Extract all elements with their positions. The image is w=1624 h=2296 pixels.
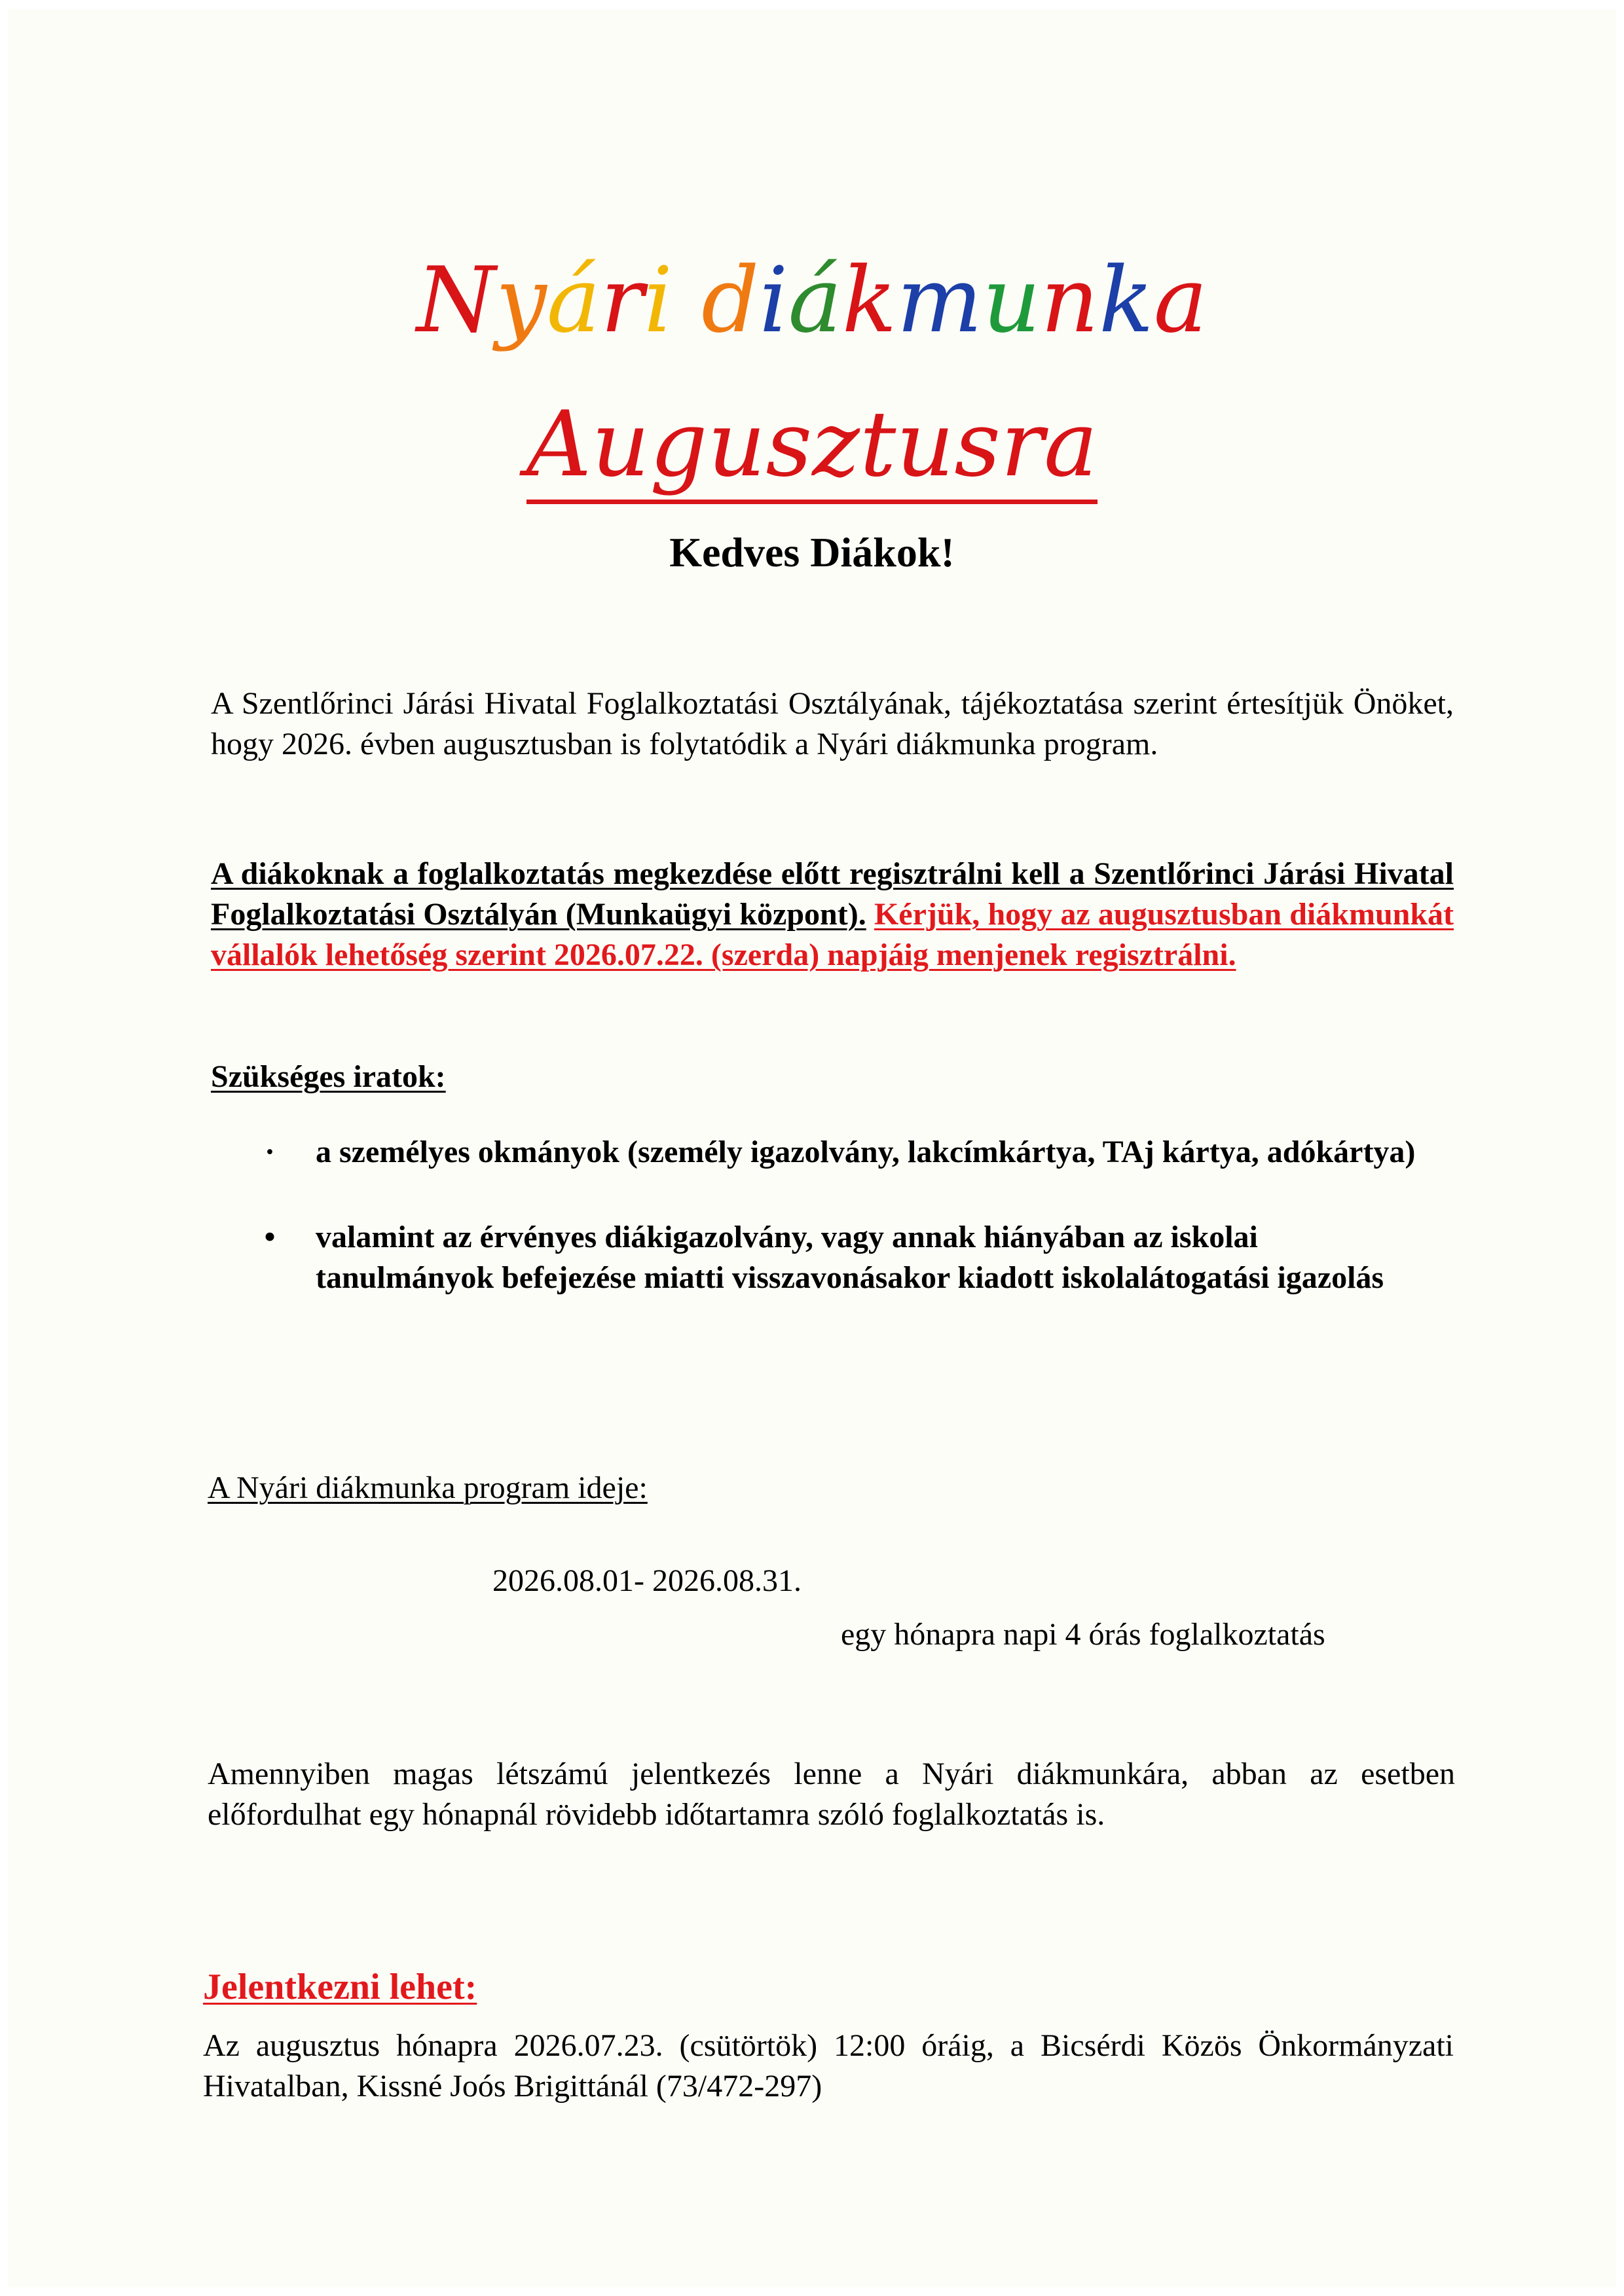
intro-paragraph: A Szentlőrinci Járási Hivatal Foglalkoztatási Osztályának, tájékoztatása szerint értesítjük Önöket, hogy 2026. évben augusztusban is folytatódik a Nyári diákmunka program. — [211, 686, 1454, 761]
title-letter: u — [982, 247, 1041, 353]
title-letter: k — [841, 247, 897, 353]
title-letter: d — [701, 247, 760, 353]
title-letter: k — [1099, 247, 1154, 353]
greeting: Kedves Diákok! — [669, 529, 955, 575]
apply-heading: Jelentkezni lehet: — [203, 1967, 477, 2007]
documents-heading: Szükséges iratok: — [211, 1059, 446, 1094]
title-augusztusra: Augusztusra — [526, 392, 1098, 504]
documents-list — [257, 1132, 1435, 1298]
note-paragraph: Amennyiben magas létszámú jelentkezés lenne a Nyári diákmunkára, abban az esetben előfordulhat egy hónapnál rövidebb időtartamra szóló foglalkoztatás is. — [208, 1757, 1455, 1832]
list-item — [257, 1132, 1435, 1173]
list-item-text: valamint az érvényes diákigazolvány, vagy annak hiányában az iskolai tanulmányok befejezése miatti visszavonásakor kiadott iskolalátogatási igazolás — [316, 1220, 1384, 1295]
title-line-2 — [8, 389, 1616, 500]
registration-paragraph — [211, 854, 1454, 975]
title-letter: r — [600, 247, 644, 353]
title-letter: m — [896, 247, 983, 353]
list-item — [257, 1217, 1435, 1298]
title-letter: a — [1153, 247, 1208, 353]
title-letter — [673, 247, 701, 353]
list-item-text: a személyes okmányok (személy igazolvány, lakcímkártya, TAj kártya, adókártya) — [316, 1135, 1416, 1169]
document-page — [8, 9, 1616, 2287]
program-dates: 2026.08.01- 2026.08.31. — [492, 1563, 802, 1598]
title-line-1 — [8, 245, 1616, 356]
title-letter: N — [416, 247, 496, 353]
title-letter: i — [759, 247, 788, 353]
title-letter: n — [1041, 247, 1099, 353]
title-letter: y — [495, 247, 547, 353]
apply-paragraph: Az augusztus hónapra 2026.07.23. (csütörtök) 12:00 óráig, a Bicsérdi Közös Önkormányzati Hivatalban, Kissné Joós Brigittánál (73/472-297) — [203, 2028, 1454, 2104]
program-heading: A Nyári diákmunka program ideje: — [208, 1470, 648, 1505]
title-letter: á — [788, 247, 842, 353]
title-letter: á — [546, 247, 601, 353]
registration-notice: A diákoknak a foglalkoztatás megkezdése előtt regisztrálni kell a Szentlőrinci Járási Hivatal Foglalkoztatási Osztályán (Munkaügyi központ). — [211, 856, 1454, 932]
title-letter: i — [644, 247, 673, 353]
program-detail: egy hónapra napi 4 órás foglalkoztatás — [841, 1617, 1325, 1652]
bullet-icon: · — [264, 1135, 275, 1169]
bullet-icon: • — [264, 1220, 276, 1254]
registration-deadline: Kérjük, hogy az augusztusban diákmunkát vállalók lehetőség szerint 2026.07.22. (szerda) napjáig menjenek regisztrálni. — [211, 897, 1454, 972]
